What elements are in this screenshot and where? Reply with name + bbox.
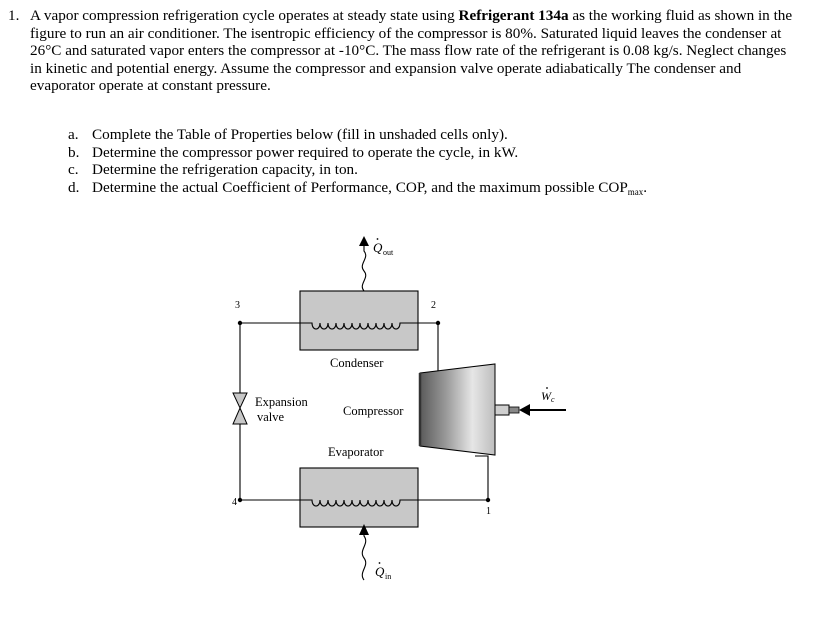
compressor-shaft <box>495 405 509 415</box>
part-letter: c. <box>68 161 79 179</box>
compressor-label: Compressor <box>343 404 404 418</box>
part-letter: d. <box>68 178 80 196</box>
pipe-3-to-valve <box>240 323 300 393</box>
svg-text:Q: Q <box>375 564 385 579</box>
condenser-label: Condenser <box>330 356 384 370</box>
expansion-valve <box>233 393 247 424</box>
pipe-evap-to-1 <box>418 456 488 500</box>
statement-intro: A vapor compression refrigeration cycle operates at steady state using <box>30 7 459 24</box>
evaporator <box>300 468 418 527</box>
part-letter: b. <box>68 143 80 161</box>
problem-number: 1. <box>8 7 20 24</box>
part-text: Determine the refrigeration capacity, in ton. <box>92 161 358 179</box>
part-letter: a. <box>68 126 79 143</box>
svg-text:Q: Q <box>373 240 383 255</box>
part-text: Determine the compressor power required to operate the cycle, in kW. <box>92 143 519 161</box>
state-1-label: 1 <box>486 506 491 517</box>
work-label <box>541 387 555 404</box>
svg-text:W: W <box>541 389 551 403</box>
heat-in-arrow <box>359 524 369 580</box>
condenser-box <box>300 291 418 350</box>
svg-text:c: c <box>551 395 555 404</box>
q-in-label <box>375 562 391 581</box>
evaporator-box <box>300 468 418 527</box>
heat-out-arrow <box>359 236 369 291</box>
expansion-label: Expansion <box>255 395 308 409</box>
state-3-label: 3 <box>235 300 240 311</box>
compressor-body <box>420 364 495 455</box>
svg-text:in: in <box>385 572 392 581</box>
work-in-arrow <box>519 404 566 416</box>
part-text: Complete the Table of Properties below (fill in unshaded cells only). <box>92 126 508 143</box>
part-d-tail: . <box>643 178 648 196</box>
cop-max-subscript: max <box>627 186 644 197</box>
condenser <box>300 291 418 350</box>
q-out-label <box>373 238 394 257</box>
pipe-valve-to-4 <box>240 424 300 500</box>
valve-label: valve <box>257 410 285 424</box>
pipe-2-to-cond <box>418 323 438 374</box>
statement-rest: as the working fluid as shown in the figure to run an air conditioner. The isentropic efficiency of the compressor is 80%. Saturated liquid leaves the condenser at 26°C and saturated vapor enters the compressor at -10°C. The mass flow rate of the refrigerant is 0.08 kg/s. Neglect changes in kinetic and potential energy. Assume the compressor and expansion valve operate adiabatically The condenser and evaporator operate at constant pressure. <box>30 7 793 95</box>
compressor <box>420 364 519 455</box>
svg-text:out: out <box>383 248 394 257</box>
evaporator-label: Evaporator <box>328 445 384 459</box>
part-d-text: Determine the actual Coefficient of Performance, COP, and the maximum possible COP <box>92 178 628 196</box>
state-2-label: 2 <box>431 300 436 311</box>
state-4-label: 4 <box>232 497 237 508</box>
refrigerant-name: Refrigerant 134a <box>458 7 569 24</box>
